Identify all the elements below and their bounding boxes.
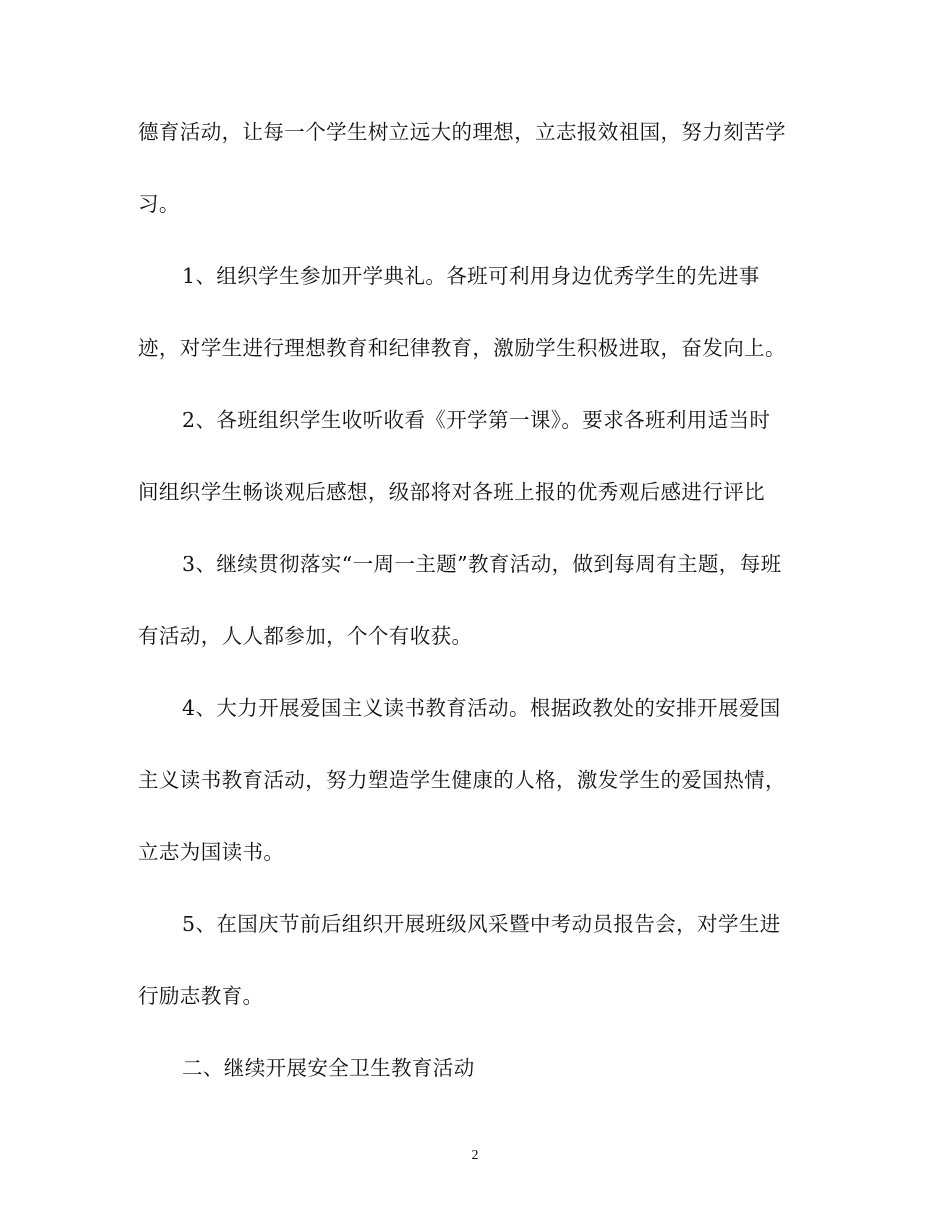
text-line-12: 5、在国庆节前后组织开展班级风采暨中考动员报告会，对学生进	[182, 912, 781, 936]
text-line-3: 1、组织学生参加开学典礼。各班可利用身边优秀学生的先进事	[182, 264, 760, 288]
page-number: 2	[471, 1148, 479, 1163]
text-line-9: 4、大力开展爱国主义读书教育活动。根据政教处的安排开展爱国	[182, 696, 781, 720]
text-line-7: 3、继续贯彻落实“一周一主题”教育活动，做到每周有主题，每班	[182, 552, 782, 576]
text-line-6: 间组织学生畅谈观后感想，级部将对各班上报的优秀观后感进行评比	[138, 480, 765, 504]
text-line-1: 德育活动，让每一个学生树立远大的理想，立志报效祖国，努力刻苦学	[138, 120, 786, 144]
text-line-10: 主义读书教育活动，努力塑造学生健康的人格，激发学生的爱国热情，	[138, 768, 786, 792]
document-body	[138, 120, 818, 1128]
section-heading: 二、继续开展安全卫生教育活动	[182, 1056, 475, 1080]
text-line-11: 立志为国读书。	[138, 840, 285, 864]
text-line-2: 习。	[138, 192, 180, 216]
text-line-13: 行励志教育。	[138, 984, 264, 1008]
text-line-5: 2、各班组织学生收听收看《开学第一课》。要求各班利用适当时	[182, 408, 771, 432]
text-line-4: 迹，对学生进行理想教育和纪律教育，激励学生积极进取，奋发向上。	[138, 336, 786, 360]
text-line-8: 有活动，人人都参加，个个有收获。	[138, 624, 473, 648]
